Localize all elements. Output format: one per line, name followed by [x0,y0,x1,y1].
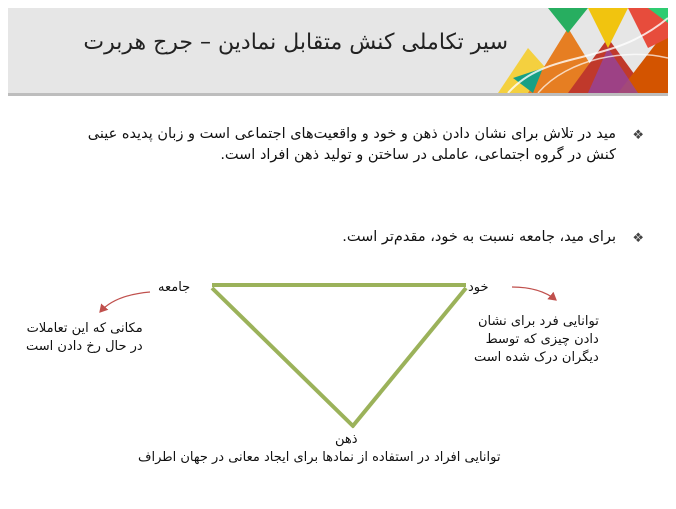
slide [8,8,668,501]
self-label: خود [468,280,489,295]
mind-label: ذهن [335,432,358,447]
slide-header [8,8,668,93]
society-description [26,320,143,356]
bullet-1-text: مید در تلاش برای نشان دادن ذهن و خود و واقعیت‌های اجتماعی است و زبان پدیده عینی کنش در گروه اجتماعی، عاملی در ساختن و تولید ذهن افراد است. [87,126,616,163]
bullet-2 [84,227,644,248]
mind-description: توانایی افراد در استفاده از نمادها برای ایجاد معانی در جهان اطراف [138,450,501,465]
diamond-bullet-icon: ❖ [632,128,644,143]
diamond-bullet-icon: ❖ [632,231,644,246]
self-description [474,313,599,367]
bullet-2-text: برای مید، جامعه نسبت به خود، مقدم‌تر است. [342,229,616,245]
self-description-line: دیگران درک شده است [474,350,599,365]
self-description-line: دادن چیزی که توسط [485,332,599,347]
society-label: جامعه [158,280,191,295]
slide-title: سیر تکاملی کنش متقابل نمادین – جرج هربرت [83,30,508,55]
bullet-1 [84,124,644,166]
header-divider [8,93,668,96]
society-description-line: در حال رخ دادن است [26,339,143,354]
society-description-line: مکانی که این تعاملات [26,321,143,336]
self-description-line: توانایی فرد برای نشان [477,314,599,329]
